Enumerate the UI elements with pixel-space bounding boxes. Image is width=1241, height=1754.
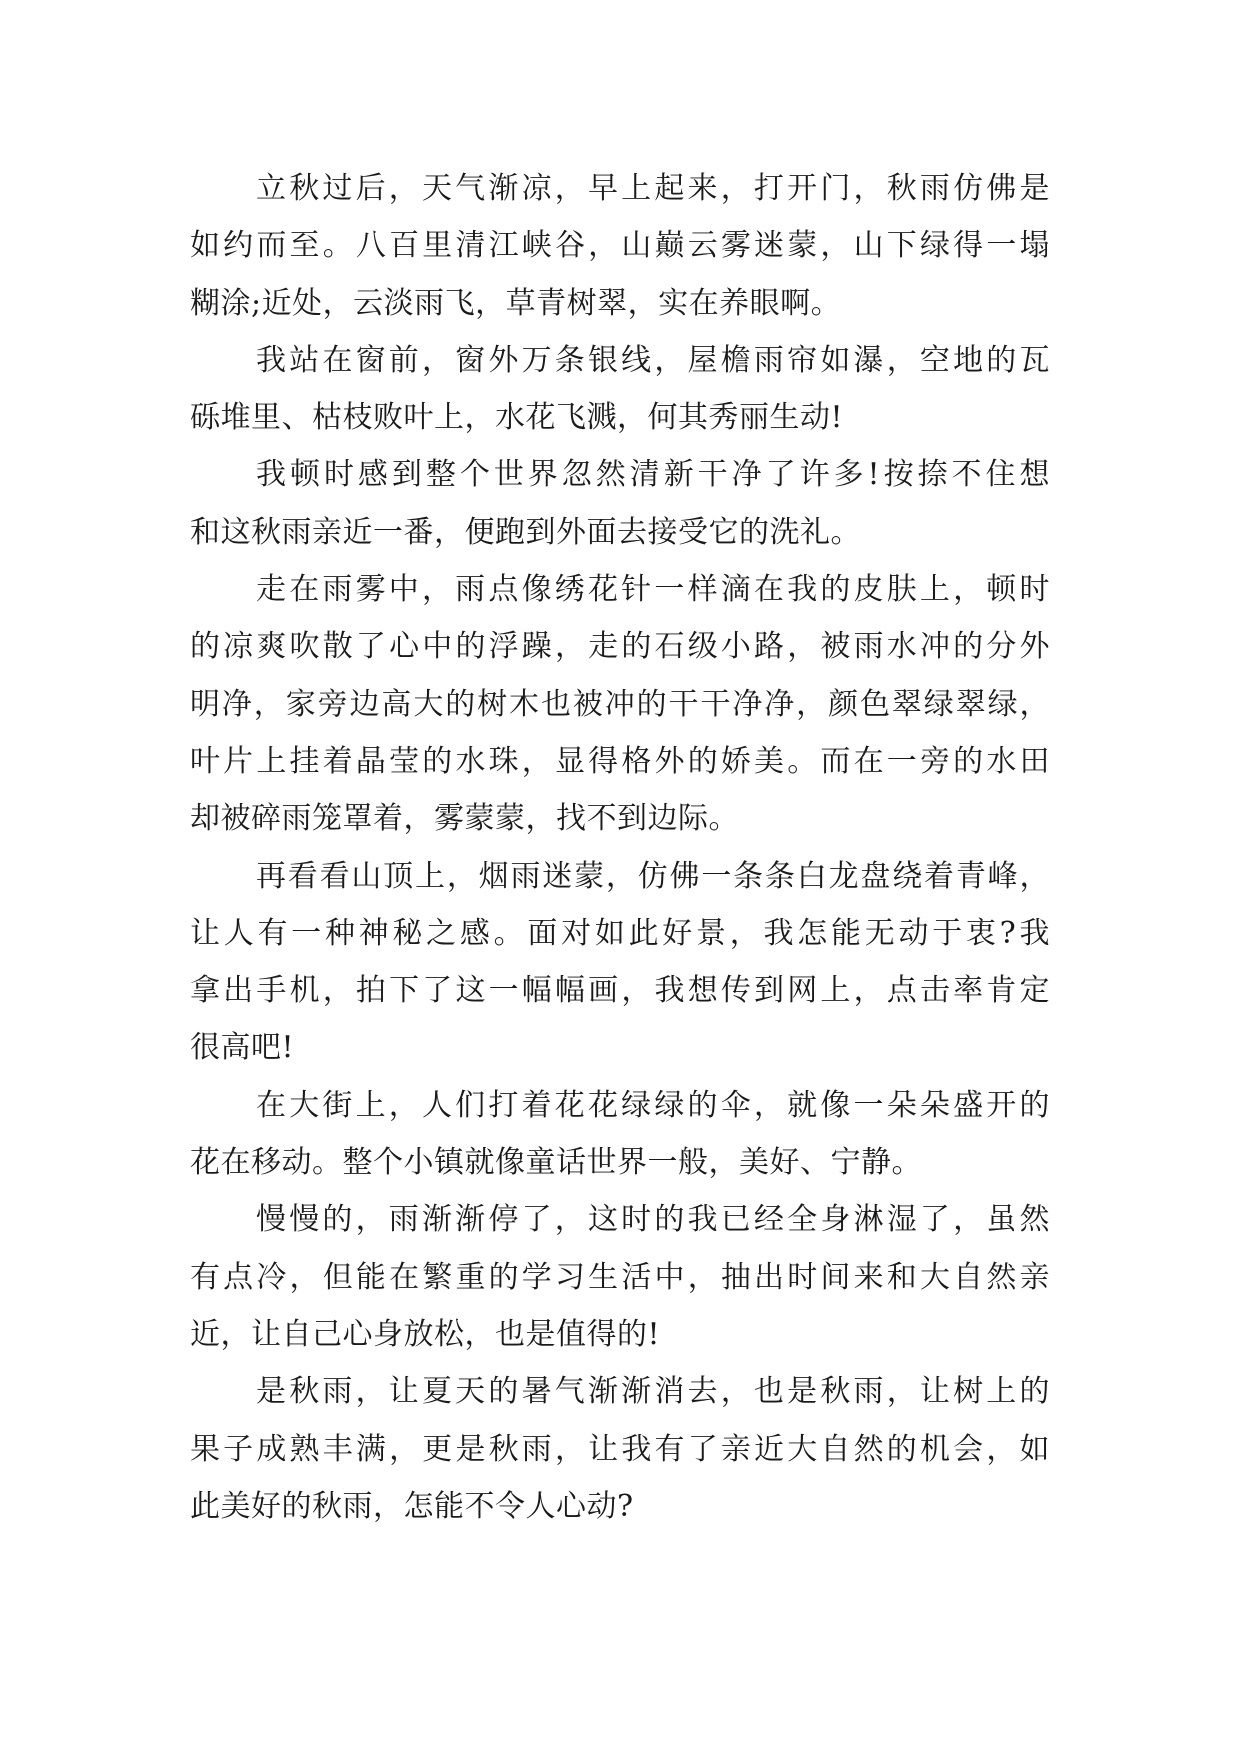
paragraph-8-line-2: 果子成熟丰满，更是秋雨，让我有了亲近大自然的机会，如 (190, 1431, 1050, 1467)
paragraph-7-line-3: 近，让自己心身放松，也是值得的! (190, 1316, 661, 1352)
paragraph-1-line-2: 如约而至。八百里清江峡谷，山巅云雾迷蒙，山下绿得一塌 (190, 228, 1050, 264)
paragraph-4-line-2: 的凉爽吹散了心中的浮躁，走的石级小路，被雨水冲的分外 (190, 629, 1050, 665)
paragraph-2-line-2: 砾堆里、枯枝败叶上，水花飞溅，何其秀丽生动! (190, 400, 844, 436)
paragraph-4-line-1: 走在雨雾中，雨点像绣花针一样滴在我的皮肤上，顿时 (256, 572, 1050, 608)
paragraph-6-line-2: 花在移动。整个小镇就像童话世界一般，美好、宁静。 (190, 1145, 922, 1181)
paragraph-7-line-1: 慢慢的，雨渐渐停了，这时的我已经全身淋湿了，虽然 (256, 1202, 1050, 1238)
paragraph-5-line-1: 再看看山顶上，烟雨迷蒙，仿佛一条条白龙盘绕着青峰， (256, 858, 1050, 894)
paragraph-4-line-4: 叶片上挂着晶莹的水珠，显得格外的娇美。而在一旁的水田 (190, 743, 1050, 779)
paragraph-4-line-3: 明净，家旁边高大的树木也被冲的干干净净，颜色翠绿翠绿， (190, 686, 1050, 722)
paragraph-5-line-2: 让人有一种神秘之感。面对如此好景，我怎能无动于衷?我 (190, 915, 1050, 951)
paragraph-7-line-2: 有点冷，但能在繁重的学习生活中，抽出时间来和大自然亲 (190, 1259, 1050, 1295)
document-body (190, 160, 1050, 1535)
paragraph-1-line-1: 立秋过后，天气渐凉，早上起来，打开门，秋雨仿佛是 (256, 171, 1050, 206)
paragraph-3-line-2: 和这秋雨亲近一番，便跑到外面去接受它的洗礼。 (190, 514, 861, 550)
paragraph-8-line-1: 是秋雨，让夏天的暑气渐渐消去，也是秋雨，让树上的 (256, 1374, 1050, 1410)
paragraph-5-line-4: 很高吧! (190, 1030, 295, 1066)
paragraph-5-line-3: 拿出手机，拍下了这一幅幅画，我想传到网上，点击率肯定 (190, 973, 1050, 1009)
paragraph-4-line-5: 却被碎雨笼罩着，雾蒙蒙，找不到边际。 (190, 801, 739, 837)
paragraph-1-line-3: 糊涂;近处，云淡雨飞，草青树翠，实在养眼啊。 (190, 285, 842, 321)
paragraph-3-line-1: 我顿时感到整个世界忽然清新干净了许多!按捺不住想 (256, 457, 1050, 493)
paragraph-8-line-3: 此美好的秋雨，怎能不令人心动? (190, 1488, 634, 1524)
paragraph-2-line-1: 我站在窗前，窗外万条银线，屋檐雨帘如瀑，空地的瓦 (256, 342, 1050, 378)
paragraph-6-line-1: 在大街上，人们打着花花绿绿的伞，就像一朵朵盛开的 (256, 1087, 1050, 1123)
